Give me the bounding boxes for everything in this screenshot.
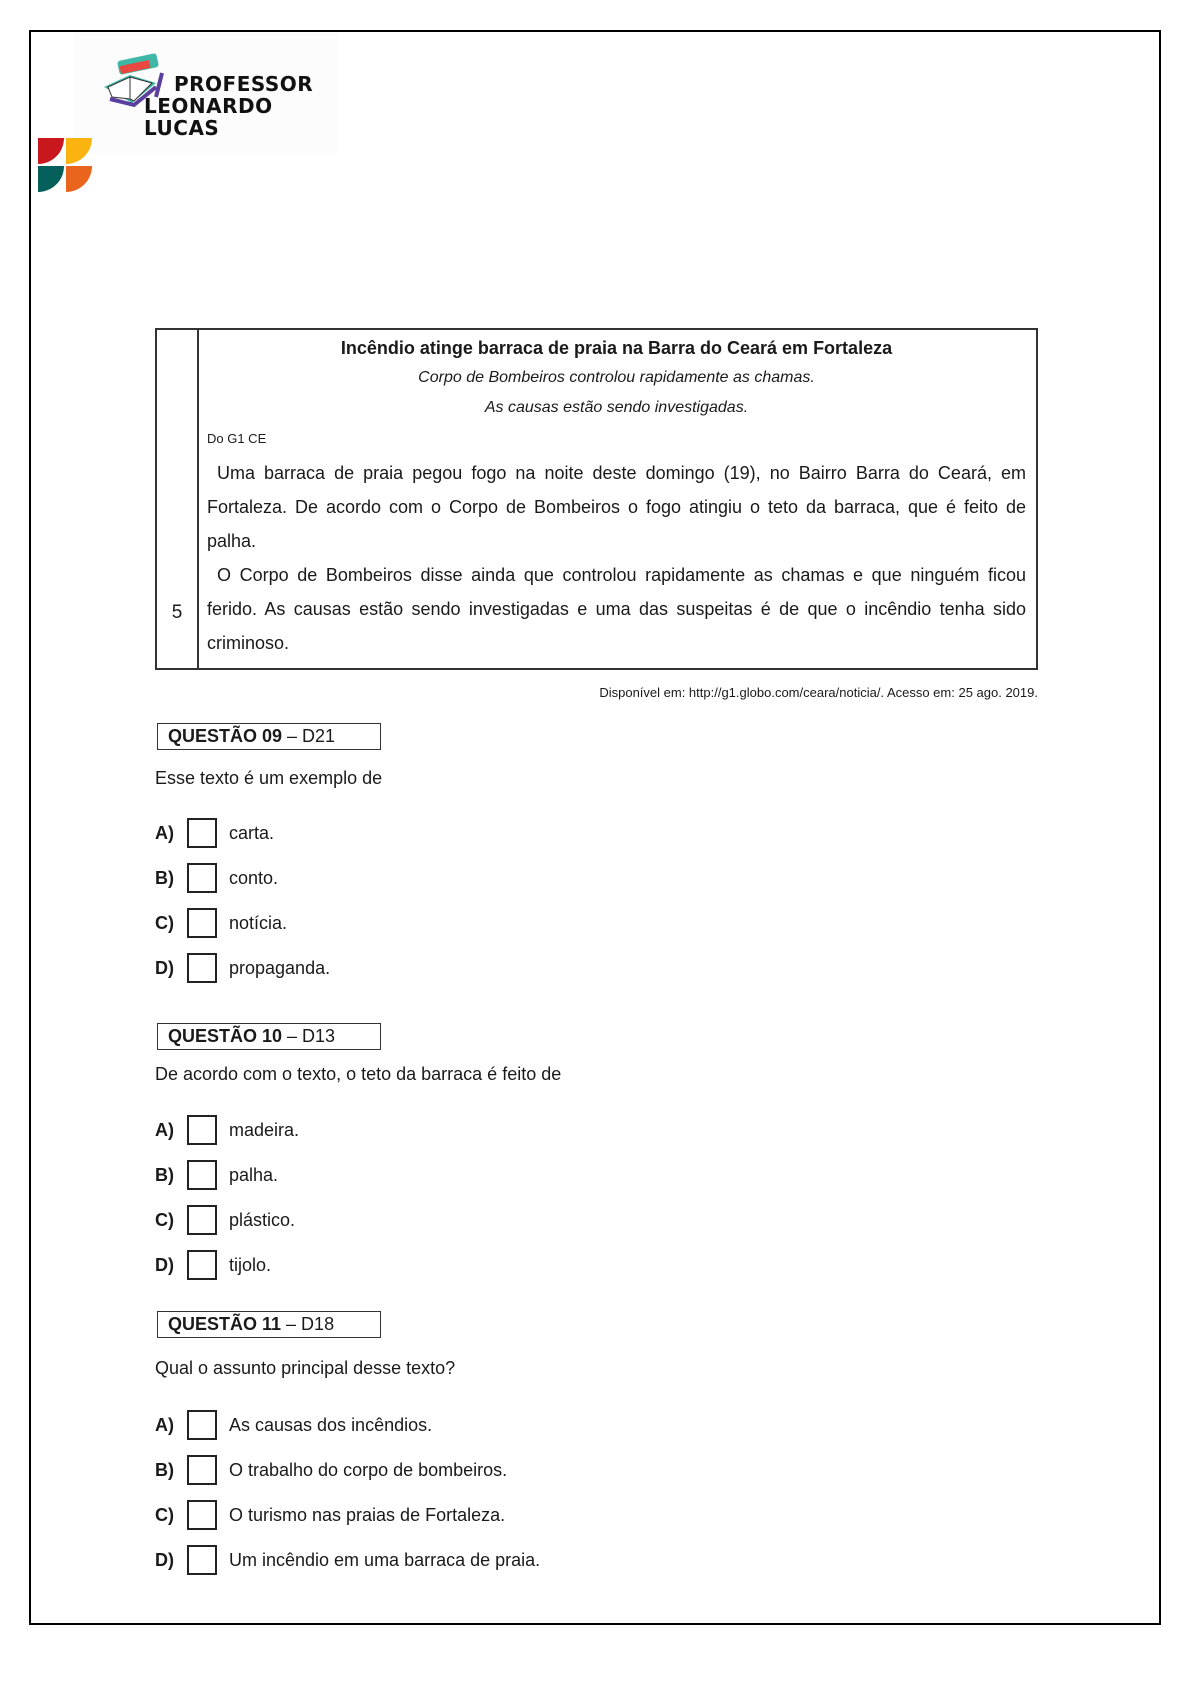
answer-checkbox[interactable] [187, 953, 217, 983]
option-letter: A) [155, 1119, 174, 1140]
line-number: 5 [171, 602, 183, 623]
option-text: As causas dos incêndios. [229, 1414, 433, 1435]
answer-checkbox[interactable] [187, 1115, 217, 1145]
option-text: Um incêndio em uma barraca de praia. [229, 1549, 541, 1570]
logo-line2: LEONARDO LUCAS [144, 94, 273, 140]
option-letter: A) [155, 1414, 174, 1435]
answer-option[interactable] [155, 1499, 505, 1531]
answer-option[interactable] [155, 952, 330, 984]
answer-checkbox[interactable] [187, 1160, 217, 1190]
answer-checkbox[interactable] [187, 1410, 217, 1440]
option-letter: C) [155, 1504, 174, 1525]
article-content [207, 330, 1026, 660]
option-letter: C) [155, 912, 174, 933]
option-letter: B) [155, 1164, 174, 1185]
option-letter: C) [155, 1209, 174, 1230]
question-prompt: Qual o assunto principal desse texto? [155, 1358, 456, 1378]
answer-option[interactable] [155, 1204, 295, 1236]
answer-option[interactable] [155, 1454, 507, 1486]
option-text: O trabalho do corpo de bombeiros. [229, 1459, 508, 1480]
option-text: tijolo. [229, 1254, 272, 1275]
logo-text [144, 73, 338, 139]
article-box [155, 328, 1038, 670]
article-source: Disponível em: http://g1.globo.com/ceara/noticia/. Acesso em: 25 ago. 2019. [599, 685, 1038, 700]
answer-checkbox[interactable] [187, 1545, 217, 1575]
option-letter: A) [155, 822, 174, 843]
answer-checkbox[interactable] [187, 1250, 217, 1280]
question-prompt: De acordo com o texto, o teto da barraca é feito de [155, 1064, 562, 1084]
option-letter: B) [155, 1459, 174, 1480]
option-text: carta. [229, 822, 275, 843]
article-paragraph: Uma barraca de praia pegou fogo na noite deste domingo (19), no Bairro Barra do Ceará, em Fortaleza. De acordo com o Corpo de Bombeiros o fogo atingiu o teto da barraca, que é feito de palha. [207, 463, 1026, 551]
article-paragraph: O Corpo de Bombeiros disse ainda que controlou rapidamente as chamas e que ninguém ficou ferido. As causas estão sendo investigadas e uma das suspeitas é de que o incêndio tenha sido criminoso. [207, 565, 1026, 653]
answer-option[interactable] [155, 907, 287, 939]
answer-option[interactable] [155, 1249, 271, 1281]
article-byline: Do G1 CE [207, 431, 267, 446]
question-label: QUESTÃO 11 [168, 1314, 282, 1334]
option-text: notícia. [229, 912, 288, 933]
question-header [157, 1311, 381, 1338]
answer-checkbox[interactable] [187, 908, 217, 938]
answer-option[interactable] [155, 1409, 432, 1441]
article-subtitle: Corpo de Bombeiros controlou rapidamente as chamas. [418, 369, 815, 386]
answer-option[interactable] [155, 1114, 299, 1146]
answer-checkbox[interactable] [187, 1205, 217, 1235]
answer-checkbox[interactable] [187, 863, 217, 893]
question-header [157, 1023, 381, 1050]
option-text: plástico. [229, 1209, 296, 1230]
answer-checkbox[interactable] [187, 818, 217, 848]
logo-line1: PROFESSOR [174, 72, 314, 96]
line-number-column [157, 330, 199, 668]
option-text: palha. [229, 1164, 279, 1185]
option-text: O turismo nas praias de Fortaleza. [229, 1504, 506, 1525]
option-letter: D) [155, 957, 174, 978]
answer-option[interactable] [155, 862, 278, 894]
question-label: QUESTÃO 10 [168, 1026, 283, 1046]
question-header [157, 723, 381, 750]
question-code: – D21 [282, 726, 336, 746]
option-letter: D) [155, 1254, 174, 1275]
option-text: conto. [229, 867, 279, 888]
answer-option[interactable] [155, 1544, 540, 1576]
question-code: – D13 [282, 1026, 336, 1046]
option-letter: B) [155, 867, 174, 888]
article-title: Incêndio atinge barraca de praia na Barra do Ceará em Fortaleza [340, 338, 893, 358]
option-text: madeira. [229, 1119, 300, 1140]
article-subtitle: As causas estão sendo investigadas. [484, 399, 749, 416]
option-text: propaganda. [229, 957, 331, 978]
answer-option[interactable] [155, 817, 274, 849]
answer-checkbox[interactable] [187, 1455, 217, 1485]
brand-mark-icon [38, 138, 92, 192]
answer-option[interactable] [155, 1159, 278, 1191]
answer-checkbox[interactable] [187, 1500, 217, 1530]
question-code: – D18 [281, 1314, 335, 1334]
option-letter: D) [155, 1549, 174, 1570]
logo [74, 33, 338, 153]
question-label: QUESTÃO 09 [168, 726, 283, 746]
question-prompt: Esse texto é um exemplo de [155, 768, 383, 788]
